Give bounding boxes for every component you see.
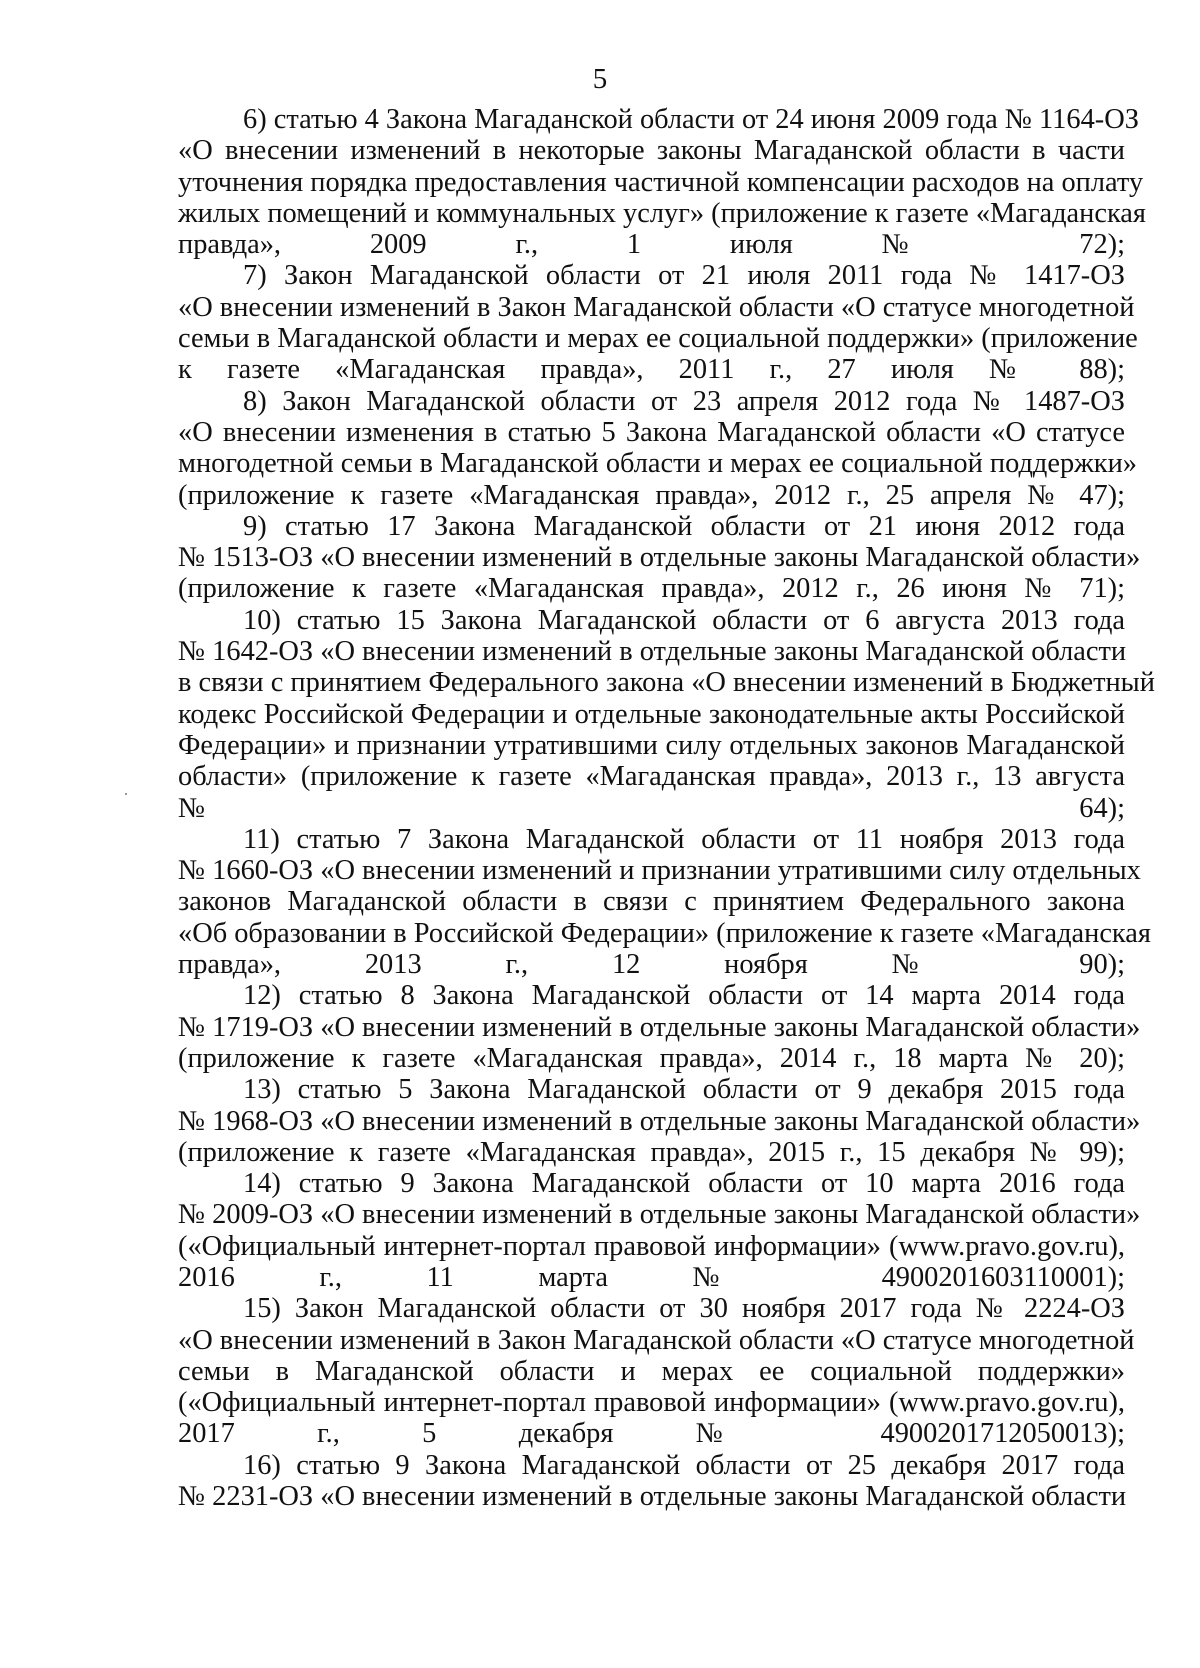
text-line: № 1719-ОЗ «О внесении изменений в отдельные законы Магаданской области» [178, 1011, 1141, 1043]
list-item [178, 104, 1146, 261]
text-line: 10) статью 15 Закона Магаданской области от 6 августа 2013 года [243, 604, 1125, 636]
text-line: 14) статью 9 Закона Магаданской области от 10 марта 2016 года [243, 1168, 1125, 1200]
text-line: № 1513-ОЗ «О внесении изменений в отдельные законы Магаданской области» [178, 542, 1141, 574]
document-body [178, 104, 1155, 1513]
text-line: 9) статью 17 Закона Магаданской области от 21 июня 2012 года [243, 510, 1125, 542]
text-line: уточнения порядка предоставления частичной компенсации расходов на оплату [178, 166, 1144, 198]
text-line: («Официальный интернет-портал правовой информации» (www.pravo.gov.ru), [178, 1230, 1125, 1262]
list-item [178, 1293, 1135, 1450]
text-line: (приложение к газете «Магаданская правда», 2012 г., 25 апреля № 47); [178, 479, 1125, 511]
text-line: 2017 г., 5 декабря № 4900201712050013); [178, 1418, 1125, 1450]
text-line: области» (приложение к газете «Магаданская правда», 2013 г., 13 августа [178, 761, 1125, 793]
list-item [178, 1168, 1141, 1293]
text-line: («Официальный интернет-портал правовой информации» (www.pravo.gov.ru), [178, 1387, 1125, 1419]
text-line: 2016 г., 11 марта № 4900201603110001); [178, 1261, 1125, 1293]
scan-speck [125, 793, 127, 795]
list-item [178, 823, 1151, 981]
page-number: 5 [592, 63, 608, 95]
text-line: кодекс Российской Федерации и отдельные законодательные акты Российской [178, 698, 1125, 730]
list-item [178, 980, 1141, 1074]
text-line: Федерации» и признании утратившими силу отдельных законов Магаданской [178, 729, 1125, 761]
text-line: многодетной семьи в Магаданской области и мерах ее социальной поддержки» [178, 448, 1137, 480]
list-item [178, 260, 1138, 386]
text-line: к газете «Магаданская правда», 2011 г., 27 июля № 88); [178, 354, 1125, 386]
text-line: «О внесении изменений в некоторые законы Магаданской области в части [178, 135, 1125, 167]
list-item [178, 1074, 1141, 1168]
list-item [178, 604, 1155, 824]
text-line: 15) Закон Магаданской области от 30 ноября 2017 года № 2224-ОЗ [243, 1293, 1125, 1325]
text-line: правда», 2009 г., 1 июля № 72); [178, 229, 1125, 261]
text-line: 13) статью 5 Закона Магаданской области от 9 декабря 2015 года [243, 1074, 1125, 1106]
text-line: семьи в Магаданской области и мерах ее социальной поддержки» (приложение [178, 323, 1138, 355]
text-line: «О внесении изменения в статью 5 Закона Магаданской области «О статусе [178, 416, 1125, 448]
text-line: семьи в Магаданской области и мерах ее социальной поддержки» [178, 1355, 1125, 1387]
list-item [178, 1450, 1125, 1513]
text-line: жилых помещений и коммунальных услуг» (приложение к газете «Магаданская [178, 197, 1146, 229]
text-line: № 1642-ОЗ «О внесении изменений в отдельные законы Магаданской области [178, 636, 1127, 668]
text-line: 7) Закон Магаданской области от 21 июля 2011 года № 1417-ОЗ [243, 260, 1125, 292]
text-line: 12) статью 8 Закона Магаданской области от 14 марта 2014 года [243, 980, 1125, 1012]
text-line: № 1968-ОЗ «О внесении изменений в отдельные законы Магаданской области» [178, 1105, 1141, 1137]
text-line: законов Магаданской области в связи с принятием Федерального закона [178, 886, 1125, 918]
text-line: № 64); [178, 792, 1125, 824]
text-line: 8) Закон Магаданской области от 23 апреля 2012 года № 1487-ОЗ [243, 385, 1125, 417]
text-line: 16) статью 9 Закона Магаданской области от 25 декабря 2017 года [243, 1449, 1125, 1481]
text-line: № 2231-ОЗ «О внесении изменений в отдельные законы Магаданской области [178, 1481, 1127, 1513]
text-line: 6) статью 4 Закона Магаданской области от 24 июня 2009 года № 1164-ОЗ [243, 104, 1139, 135]
text-line: «Об образовании в Российской Федерации» (приложение к газете «Магаданская [178, 917, 1151, 949]
text-line: (приложение к газете «Магаданская правда», 2015 г., 15 декабря № 99); [178, 1136, 1125, 1168]
text-line: «О внесении изменений в Закон Магаданской области «О статусе многодетной [178, 1324, 1135, 1356]
text-line: № 2009-ОЗ «О внесении изменений в отдельные законы Магаданской области» [178, 1199, 1141, 1231]
text-line: «О внесении изменений в Закон Магаданской области «О статусе многодетной [178, 291, 1135, 323]
text-line: (приложение к газете «Магаданская правда», 2014 г., 18 марта № 20); [178, 1042, 1125, 1074]
list-item [178, 385, 1137, 511]
text-line: правда», 2013 г., 12 ноября № 90); [178, 949, 1125, 981]
text-line: (приложение к газете «Магаданская правда», 2012 г., 26 июня № 71); [178, 573, 1125, 605]
text-line: № 1660-ОЗ «О внесении изменений и признании утратившими силу отдельных [178, 855, 1141, 887]
text-line: в связи с принятием Федерального закона «О внесении изменений в Бюджетный [178, 667, 1155, 699]
list-item [178, 510, 1141, 605]
text-line: 11) статью 7 Закона Магаданской области от 11 ноября 2013 года [243, 823, 1125, 855]
